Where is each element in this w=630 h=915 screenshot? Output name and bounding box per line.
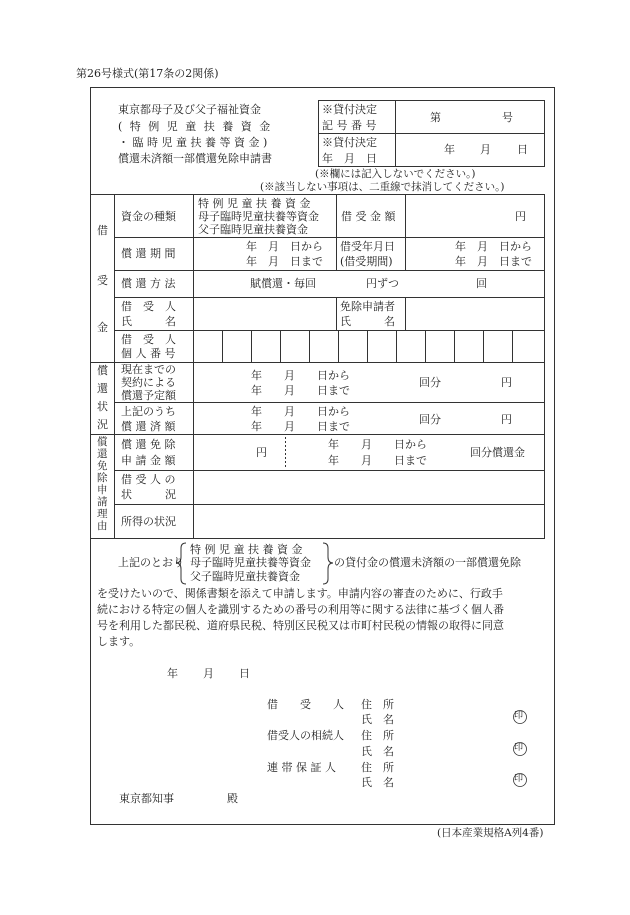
signature-address-borrower: 住 所: [361, 698, 394, 711]
income-status-label: 所得の状況: [121, 515, 176, 528]
seal-icon-heir: 印: [514, 743, 524, 753]
signature-name-guarantor: 氏 名: [361, 776, 394, 789]
loan-amount-unit: 円: [515, 210, 526, 223]
status-side-2: 還: [97, 382, 108, 395]
decision-date-year: 年: [444, 143, 455, 156]
decision-number-suffix: 号: [502, 111, 513, 124]
form-number: 第26号様式(第17条の2関係): [76, 67, 219, 80]
status-side-4: 況: [97, 418, 108, 431]
loan-date-label-2: (借受期間): [340, 255, 393, 268]
loan-amount-label: 借 受 金 額: [341, 210, 396, 223]
repay-each-unit: 円ずつ: [366, 277, 399, 290]
personal-number-label-2: 個 人 番 号: [121, 347, 176, 360]
signature-address-guarantor: 住 所: [361, 761, 394, 774]
title-line-4: 償還未済額一部償還免除申請書: [118, 152, 272, 165]
decision-date-month: 月: [480, 143, 491, 156]
addressee-label: 東京都知事: [119, 792, 174, 805]
application-date-day: 日: [239, 667, 250, 680]
planned-from: 年 月 日から: [251, 369, 350, 382]
signature-role-borrower: 借 受 人: [267, 698, 344, 711]
decision-number-label-2: 記 号 番 号: [322, 119, 377, 132]
signature-role-guarantor: 連 帯 保 証 人: [267, 761, 336, 774]
decision-number-label-1: ※貸付決定: [322, 103, 377, 116]
planned-times: 回分: [419, 376, 441, 389]
loan-date-from: 年 月 日から: [455, 240, 532, 253]
signature-role-heir: 借受人の相続人: [267, 729, 344, 742]
repaid-label-2: 償 還 済 額: [121, 420, 176, 433]
personal-number-label-1: 借 受 人: [121, 333, 176, 346]
borrower-status-label-2: 状 況: [121, 488, 176, 501]
note-strike-through: (※該当しない事項は、二重線で抹消してください。): [260, 181, 505, 193]
decision-date-label-2: 年 月 日: [322, 152, 377, 165]
repaid-from: 年 月 日から: [251, 405, 350, 418]
repay-method-label: 償 還 方 法: [121, 277, 176, 290]
signature-name-heir: 氏 名: [361, 745, 394, 758]
borrower-status-label-1: 借 受 人 の: [121, 473, 176, 486]
planned-label-1: 現在までの: [121, 363, 176, 376]
planned-unit: 円: [501, 376, 512, 389]
reason-side-2: 還: [97, 448, 108, 460]
repaid-label-1: 上記のうち: [121, 405, 176, 418]
status-side-3: 状: [97, 400, 108, 413]
exemption-to: 年 月 日まで: [328, 454, 427, 467]
statement-option-3: 父子臨時児童扶養資金: [190, 570, 300, 583]
repaid-times: 回分: [419, 413, 441, 426]
loan-side-label-2: 受: [97, 274, 108, 287]
reason-side-7: 理: [97, 508, 108, 520]
application-date-year: 年: [167, 667, 178, 680]
reason-side-1: 償: [97, 436, 108, 448]
reason-side-3: 免: [97, 460, 108, 472]
repaid-to: 年 月 日まで: [251, 420, 350, 433]
repay-times-unit: 回: [476, 277, 487, 290]
seal-icon-borrower: 印: [514, 711, 524, 721]
statement-body-2: 続における特定の個人を識別するための番号の利用等に関する法律に基づく個人番: [97, 603, 504, 616]
exemption-applicant-label-1: 免除申請者: [340, 300, 395, 313]
exemption-applicant-label-2: 氏 名: [340, 315, 395, 328]
status-side-1: 償: [97, 364, 108, 377]
fund-type-label: 資金の種類: [121, 210, 176, 223]
borrower-name-label-1: 借 受 人: [121, 300, 176, 313]
footer-paper-size: (日本産業規格A列4番): [437, 827, 544, 839]
signature-name-borrower: 氏 名: [361, 713, 394, 726]
repay-period-from: 年 月 日から: [246, 240, 323, 253]
loan-date-label-1: 借受年月日: [340, 240, 395, 253]
title-line-1: 東京都母子及び父子福祉資金: [118, 103, 261, 116]
title-line-2: ( 特 例 児 童 扶 養 資 金: [118, 120, 273, 133]
statement-option-1: 特 例 児 童 扶 養 資 金: [190, 543, 303, 556]
exemption-amount-unit: 円: [256, 446, 267, 459]
reason-side-6: 請: [97, 496, 108, 508]
loan-side-label-1: 借: [97, 224, 108, 237]
borrower-name-label-2: 氏 名: [121, 315, 176, 328]
loan-date-to: 年 月 日まで: [455, 255, 532, 268]
fund-type-option-1: 特 例 児 童 扶 養 資 金: [198, 197, 311, 210]
application-date-month: 月: [203, 667, 214, 680]
exemption-from: 年 月 日から: [328, 438, 427, 451]
repaid-unit: 円: [501, 413, 512, 426]
statement-body-1: を受けたいので、関係書類を添えて申請します。申請内容の審査のために、行政手: [97, 587, 503, 600]
statement-suffix: の貸付金の償還未済額の一部償還免除: [334, 556, 521, 569]
decision-date-label-1: ※貸付決定: [322, 136, 377, 149]
addressee-honorific: 殿: [227, 792, 238, 805]
signature-address-heir: 住 所: [361, 729, 394, 742]
loan-side-label-3: 金: [97, 321, 108, 334]
fund-type-option-2: 母子臨時児童扶養等資金: [198, 210, 319, 223]
repay-period-label: 償 還 期 間: [121, 247, 176, 260]
decision-date-day: 日: [517, 143, 528, 156]
exemption-installment: 回分償還金: [470, 446, 525, 459]
title-line-3: ・ 臨 時 児 童 扶 養 等 資 金 ): [118, 136, 268, 149]
exemption-amount-label-2: 申 請 金 額: [121, 454, 176, 467]
note-office-use: (※欄には記入しないでください。): [315, 168, 476, 180]
repay-method-value: 賦償還・毎回: [250, 277, 316, 290]
repay-period-to: 年 月 日まで: [246, 255, 323, 268]
fund-type-option-3: 父子臨時児童扶養資金: [198, 223, 308, 236]
reason-side-5: 申: [97, 484, 108, 496]
statement-body-3: 号を利用した都民税、道府県民税、特別区民税又は市町村民税の情報の取得に同意: [97, 619, 504, 632]
decision-number-prefix: 第: [430, 111, 441, 124]
statement-prefix: 上記のとおり: [118, 556, 184, 569]
planned-label-2: 契約による: [121, 376, 176, 389]
planned-label-3: 償還予定額: [121, 389, 176, 402]
statement-option-2: 母子臨時児童扶養等資金: [190, 556, 311, 569]
reason-side-4: 除: [97, 472, 108, 484]
statement-body-4: します。: [97, 635, 141, 648]
seal-icon-guarantor: 印: [514, 774, 524, 784]
exemption-amount-label-1: 償 還 免 除: [121, 438, 176, 451]
planned-to: 年 月 日まで: [251, 384, 350, 397]
reason-side-8: 由: [97, 520, 108, 532]
